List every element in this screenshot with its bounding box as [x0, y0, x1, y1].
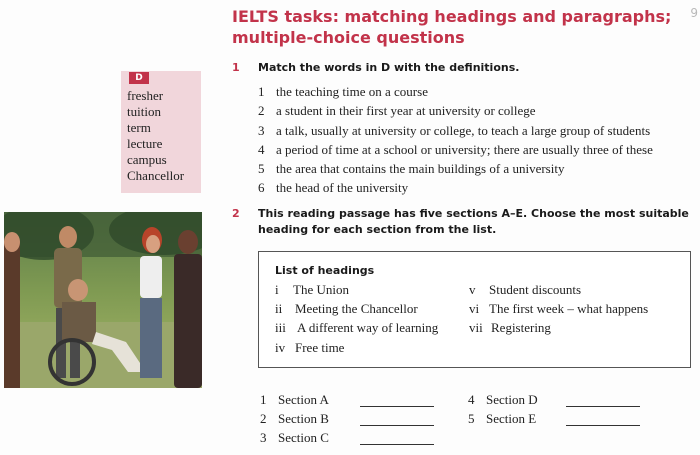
definition-item [258, 140, 653, 159]
heading-item [275, 320, 438, 336]
heading-text: A different way of learning [297, 320, 439, 335]
definition-number: 2 [258, 103, 265, 119]
heading-item [469, 282, 581, 298]
heading-text: Free time [295, 340, 345, 355]
heading-numeral: i [275, 282, 279, 297]
section-answer-row [468, 411, 536, 427]
heading-numeral: vi [469, 301, 480, 316]
task-2-instruction-line-1: This reading passage has five sections A–E. Choose the most suitable [258, 207, 689, 220]
definition-item [258, 159, 653, 178]
section-answer-row [260, 392, 329, 408]
definition-item [258, 178, 653, 197]
word-item: campus [127, 152, 167, 167]
heading-text: Student discounts [489, 282, 582, 297]
definition-number: 4 [258, 141, 265, 157]
section-number: 3 [260, 430, 267, 445]
headings-list-box [258, 251, 691, 368]
heading-numeral: iii [275, 320, 286, 335]
page-edge-mark: 9 [690, 6, 698, 20]
definition-number: 6 [258, 180, 265, 196]
heading-numeral: vii [469, 320, 483, 335]
section-answer-row [260, 430, 329, 446]
word-item: tuition [127, 104, 161, 119]
page-title [232, 6, 672, 48]
heading-item [275, 340, 344, 356]
section-label: Section D [486, 392, 538, 407]
heading-numeral: ii [275, 301, 283, 316]
definitions-list [258, 82, 653, 198]
task-2-instruction-line-2: heading for each section from the list. [258, 223, 497, 236]
definition-text: a student in their first year at university or college [276, 103, 536, 119]
heading-item [469, 301, 648, 317]
section-label: Section C [278, 430, 329, 445]
word-item: Chancellor [127, 168, 185, 183]
definition-text: the area that contains the main buildings of a university [276, 161, 565, 177]
word-box-label: D [129, 72, 149, 84]
section-answer-row [468, 392, 538, 408]
definition-item [258, 121, 653, 140]
title-line-2: multiple-choice questions [232, 28, 465, 47]
task-2-instruction [258, 206, 689, 238]
word-item: term [127, 120, 151, 135]
heading-text: Registering [491, 320, 551, 335]
word-item: lecture [127, 136, 163, 151]
headings-list-title: List of headings [275, 264, 375, 277]
definition-text: the teaching time on a course [276, 84, 428, 99]
definition-number: 1 [258, 84, 265, 99]
section-number: 4 [468, 392, 475, 407]
word-list [127, 88, 184, 184]
task-1-instruction: Match the words in D with the definitions. [258, 61, 520, 74]
heading-item [275, 301, 418, 317]
title-line-1: IELTS tasks: matching headings and paragraphs; [232, 7, 672, 26]
heading-text: The Union [293, 282, 349, 297]
definition-item [258, 82, 653, 101]
section-number: 1 [260, 392, 267, 407]
heading-item [275, 282, 349, 298]
section-a-answer-blank[interactable] [360, 406, 434, 407]
section-e-answer-blank[interactable] [566, 425, 640, 426]
section-b-answer-blank[interactable] [360, 425, 434, 426]
task-2-number: 2 [232, 207, 240, 220]
heading-text: The first week – what happens [489, 301, 649, 316]
definition-number: 3 [258, 122, 265, 138]
section-c-answer-blank[interactable] [360, 444, 434, 445]
definition-text: a talk, usually at university or college, to teach a large group of students [276, 122, 651, 138]
heading-numeral: v [469, 282, 476, 297]
section-number: 2 [260, 411, 267, 426]
definition-item [258, 101, 653, 120]
definition-number: 5 [258, 161, 265, 177]
word-item: fresher [127, 88, 164, 103]
heading-text: Meeting the Chancellor [295, 301, 418, 316]
section-answer-row [260, 411, 329, 427]
section-label: Section A [278, 392, 329, 407]
section-d-answer-blank[interactable] [566, 406, 640, 407]
section-label: Section B [278, 411, 329, 426]
heading-numeral: iv [275, 340, 286, 355]
task-1-number: 1 [232, 61, 240, 74]
section-number: 5 [468, 411, 475, 426]
definition-text: a period of time at a school or university; there are usually three of these [276, 141, 653, 157]
section-label: Section E [486, 411, 537, 426]
definition-text: the head of the university [276, 180, 409, 196]
heading-item [469, 320, 551, 336]
students-photo [4, 212, 202, 388]
